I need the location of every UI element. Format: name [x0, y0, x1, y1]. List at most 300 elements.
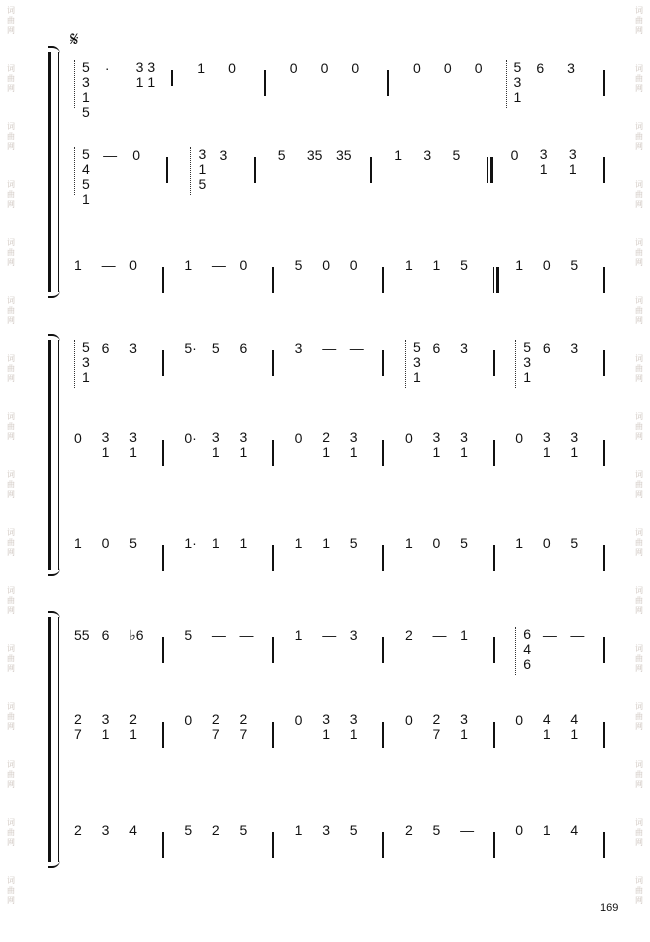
watermark-glyph: 网	[7, 142, 15, 151]
watermark-glyph: 曲	[7, 306, 15, 315]
note-text: 1	[211, 535, 220, 551]
chord-stack	[212, 430, 220, 460]
chord-stack	[570, 430, 578, 460]
note	[239, 340, 247, 356]
barline	[493, 440, 495, 466]
barline	[171, 70, 173, 86]
barline	[382, 440, 384, 466]
note-text: 5	[452, 147, 461, 163]
chord-stack	[433, 430, 441, 460]
barline	[272, 637, 274, 663]
watermark-glyph: 曲	[635, 886, 643, 895]
note-text: 3 1	[568, 146, 577, 177]
note-text: —	[322, 340, 337, 356]
barline	[272, 440, 274, 466]
note	[74, 822, 82, 838]
note	[460, 822, 474, 838]
watermark-glyph: 曲	[635, 248, 643, 257]
watermark-glyph: 曲	[7, 74, 15, 83]
note-text: 3	[570, 340, 579, 356]
note-text: 5	[570, 535, 579, 551]
note-text: 3 1	[349, 711, 358, 742]
note	[184, 822, 192, 838]
note-text: 4	[129, 822, 137, 838]
barline	[382, 637, 384, 663]
chord-stack	[322, 712, 330, 742]
note	[102, 257, 116, 273]
barline	[272, 722, 274, 748]
watermark-glyph: 网	[635, 780, 643, 789]
note	[184, 712, 192, 728]
note-text: 6 4 6	[523, 626, 532, 672]
note	[74, 535, 82, 551]
watermark-glyph: 曲	[635, 190, 643, 199]
watermark-glyph: 网	[7, 200, 15, 209]
note-text: 0·	[184, 430, 197, 446]
note	[322, 340, 336, 356]
watermark-glyph: 词	[635, 412, 643, 421]
note-text: 6	[239, 340, 248, 356]
watermark-glyph: 词	[7, 238, 15, 247]
watermark-glyph: 曲	[7, 422, 15, 431]
note-text: 0	[351, 60, 360, 76]
watermark-glyph: 词	[7, 354, 15, 363]
arpeggio-mark	[190, 147, 195, 195]
barline	[493, 545, 495, 571]
note	[405, 430, 413, 446]
note-text: 2	[404, 627, 413, 643]
note	[184, 257, 192, 273]
watermark-glyph: 网	[7, 606, 15, 615]
note-text: 0	[239, 257, 248, 273]
note	[444, 60, 452, 76]
note	[515, 712, 523, 728]
watermark-glyph: 网	[635, 490, 643, 499]
watermark-glyph: 词	[635, 296, 643, 305]
watermark-glyph: 曲	[635, 364, 643, 373]
note	[460, 627, 468, 643]
chord-stack	[74, 60, 90, 120]
note	[321, 60, 329, 76]
watermark-glyph: 词	[635, 644, 643, 653]
note-text: 6	[542, 340, 551, 356]
watermark-glyph: 网	[7, 316, 15, 325]
note-text: 0	[542, 535, 551, 551]
note-text: ♭6	[129, 627, 144, 643]
watermark-glyph: 曲	[7, 16, 15, 25]
watermark-glyph: 词	[635, 180, 643, 189]
note-text: 0	[413, 60, 421, 76]
note-text: 5 4 5 1	[82, 146, 90, 207]
note	[322, 257, 330, 273]
note	[239, 257, 247, 273]
note-text: 3	[294, 340, 303, 356]
watermark-glyph: 词	[7, 760, 15, 769]
note-text: 1	[404, 257, 413, 273]
note-text: 0	[129, 257, 137, 273]
note-text: 5 3 1	[412, 339, 421, 385]
note-text: 4 1	[542, 711, 551, 742]
note-text: 0	[294, 712, 303, 728]
chord-stack	[460, 712, 468, 742]
staff-row	[0, 822, 650, 882]
note	[322, 627, 336, 643]
note	[350, 822, 358, 838]
note	[212, 535, 220, 551]
note	[295, 340, 303, 356]
note-text: 2 7	[239, 711, 248, 742]
watermark-glyph: 曲	[635, 132, 643, 141]
barline	[603, 722, 605, 748]
watermark-glyph: 网	[635, 548, 643, 557]
note-text: 35	[336, 147, 352, 163]
chord-stack	[350, 430, 358, 460]
note-text: —	[349, 340, 364, 356]
note-text: 3 1	[211, 429, 220, 460]
watermark-glyph: 曲	[7, 132, 15, 141]
note-text: 0	[294, 430, 303, 446]
watermark-glyph: 网	[635, 896, 643, 905]
note	[543, 627, 557, 643]
note	[102, 822, 110, 838]
segno-sign: 𝄋	[70, 27, 79, 51]
note	[129, 340, 137, 356]
watermark-glyph: 曲	[7, 190, 15, 199]
note-text: 2	[404, 822, 413, 838]
arpeggio-mark	[74, 340, 79, 388]
note	[322, 822, 330, 838]
watermark-glyph: 曲	[7, 596, 15, 605]
watermark-glyph: 网	[7, 490, 15, 499]
watermark-glyph: 曲	[635, 538, 643, 547]
barline	[382, 722, 384, 748]
arpeggio-mark	[515, 340, 520, 388]
watermark-glyph: 曲	[7, 770, 15, 779]
watermark-glyph: 曲	[635, 828, 643, 837]
barline	[272, 545, 274, 571]
note	[129, 627, 143, 643]
note-text: 0	[404, 430, 413, 446]
note	[570, 822, 578, 838]
watermark-glyph: 曲	[635, 74, 643, 83]
note-text: ·	[104, 60, 110, 76]
note-text: —	[211, 627, 226, 643]
note	[423, 147, 431, 163]
watermark-glyph: 网	[7, 838, 15, 847]
chord-stack	[506, 60, 522, 108]
note	[295, 822, 303, 838]
note	[184, 340, 196, 356]
watermark-glyph: 网	[635, 432, 643, 441]
note-text: —	[432, 627, 447, 643]
barline	[493, 722, 495, 748]
watermark-glyph: 曲	[635, 596, 643, 605]
note-text: 0	[101, 535, 110, 551]
note	[543, 822, 551, 838]
chord-stack	[515, 627, 531, 675]
chord-stack	[74, 340, 90, 388]
watermark-glyph: 网	[7, 84, 15, 93]
watermark-glyph: 网	[7, 896, 15, 905]
barline	[162, 267, 164, 293]
note	[405, 822, 413, 838]
note	[511, 147, 519, 163]
watermark-glyph: 曲	[7, 480, 15, 489]
chord-stack	[239, 430, 247, 460]
note-text: —	[542, 627, 557, 643]
chord-stack	[570, 712, 578, 742]
note-text: 1	[542, 822, 551, 838]
note	[350, 535, 358, 551]
note	[452, 147, 460, 163]
watermark-glyph: 词	[635, 876, 643, 885]
staff-row	[0, 60, 650, 120]
note	[212, 340, 220, 356]
watermark-glyph: 网	[635, 142, 643, 151]
watermark-glyph: 词	[7, 180, 15, 189]
note	[184, 627, 192, 643]
barline	[162, 832, 164, 858]
barline	[264, 70, 266, 96]
barline	[272, 350, 274, 376]
arpeggio-mark	[405, 340, 410, 388]
barline	[162, 440, 164, 466]
barline	[603, 267, 605, 293]
repeat-barline	[487, 157, 493, 183]
note	[290, 60, 298, 76]
note-text: 0	[349, 257, 358, 273]
note	[102, 340, 110, 356]
watermark-glyph: 网	[635, 84, 643, 93]
note	[212, 822, 220, 838]
note-text: 5	[349, 822, 358, 838]
watermark-glyph: 词	[635, 64, 643, 73]
note	[433, 340, 441, 356]
note	[350, 627, 358, 643]
note-text: 3 3 1 1	[135, 59, 156, 90]
note	[239, 822, 247, 838]
note-text: 3 1	[432, 429, 441, 460]
watermark-glyph: 网	[7, 258, 15, 267]
note	[515, 535, 523, 551]
note-text: 5 3 1 5	[82, 59, 90, 120]
barline	[382, 545, 384, 571]
note-text: 0	[542, 257, 551, 273]
watermark-glyph: 词	[7, 702, 15, 711]
watermark-glyph: 网	[7, 432, 15, 441]
note-text: 1	[74, 535, 82, 551]
chord-stack	[74, 712, 82, 742]
note	[197, 60, 205, 76]
watermark-glyph: 网	[7, 548, 15, 557]
note	[295, 257, 303, 273]
barline	[493, 350, 495, 376]
note	[336, 147, 352, 163]
arpeggio-mark	[515, 627, 520, 675]
note	[129, 257, 137, 273]
note-text: 1	[394, 147, 403, 163]
note	[74, 430, 82, 446]
note	[74, 257, 82, 273]
note	[570, 535, 578, 551]
note-text: 55	[74, 627, 90, 643]
barline	[493, 637, 495, 663]
chord-stack	[460, 430, 468, 460]
note	[543, 257, 551, 273]
note-text: 0	[132, 147, 141, 163]
watermark-glyph: 网	[635, 374, 643, 383]
note-text: 5 3 1	[513, 59, 522, 105]
note-text: 3 1	[460, 711, 468, 742]
watermark-glyph: 网	[7, 26, 15, 35]
watermark-glyph: 词	[635, 528, 643, 537]
note-text: 0	[432, 535, 441, 551]
chord-stack	[102, 712, 110, 742]
note	[460, 257, 468, 273]
note	[433, 822, 441, 838]
note-text: 0	[510, 147, 519, 163]
watermark-glyph: 曲	[635, 770, 643, 779]
watermark-glyph: 词	[7, 64, 15, 73]
note-text: 3 1	[570, 429, 579, 460]
chord-stack	[350, 712, 358, 742]
note-text: 3 1 5	[198, 146, 207, 192]
watermark-glyph: 网	[635, 258, 643, 267]
barline	[603, 637, 605, 663]
chord-stack	[129, 430, 137, 460]
chord-stack	[433, 712, 441, 742]
note-text: —	[460, 822, 475, 838]
watermark-glyph: 词	[635, 354, 643, 363]
note	[295, 430, 303, 446]
note-text: 0	[443, 60, 452, 76]
note	[405, 257, 413, 273]
watermark-glyph: 词	[635, 586, 643, 595]
note-text: 3	[423, 147, 432, 163]
note	[405, 535, 413, 551]
watermark-glyph: 网	[635, 26, 643, 35]
note-text: —	[570, 627, 585, 643]
note-text: —	[239, 627, 254, 643]
note-text: 2 7	[74, 711, 82, 742]
note	[475, 60, 483, 76]
note-text: 4	[570, 822, 579, 838]
staff-row	[0, 257, 650, 317]
note-text: 0	[404, 712, 413, 728]
note-text: 5	[277, 147, 286, 163]
watermark-glyph: 词	[635, 238, 643, 247]
note-text: 0	[289, 60, 298, 76]
note-text: 1	[184, 257, 193, 273]
barline	[603, 350, 605, 376]
staff-row	[0, 627, 650, 687]
chord-stack	[136, 60, 155, 90]
barline	[382, 350, 384, 376]
note-text: 5 3 1	[523, 339, 532, 385]
watermark-glyph: 词	[7, 528, 15, 537]
note-text: 3	[567, 60, 575, 76]
note	[350, 257, 358, 273]
note-text: —	[101, 257, 116, 273]
watermark-glyph: 词	[7, 818, 15, 827]
watermark-glyph: 词	[635, 702, 643, 711]
barline	[166, 157, 168, 183]
note-text: 0	[228, 60, 236, 76]
note	[536, 60, 544, 76]
chord-stack	[540, 147, 548, 177]
note-text: 3	[322, 822, 330, 838]
note-text: 5 3 1	[82, 339, 90, 385]
watermark-glyph: 曲	[635, 654, 643, 663]
barline	[254, 157, 256, 183]
note-text: 3 1	[101, 429, 110, 460]
note-text: 2 1	[129, 711, 137, 742]
note-text: 5	[184, 822, 193, 838]
watermark-glyph: 网	[635, 200, 643, 209]
note-text: 6	[101, 627, 110, 643]
arpeggio-mark	[74, 60, 79, 108]
note-text: 3 1	[542, 429, 551, 460]
barline	[493, 832, 495, 858]
page-number: 169	[600, 902, 619, 914]
note-text: 5	[570, 257, 579, 273]
watermark-glyph: 曲	[7, 712, 15, 721]
chord-stack	[322, 430, 330, 460]
note-text: 5	[432, 822, 441, 838]
note-text: 3 1	[539, 146, 548, 177]
note-text: 1	[404, 535, 413, 551]
note	[394, 147, 402, 163]
note-text: 2	[74, 822, 82, 838]
note	[460, 340, 468, 356]
note	[239, 535, 247, 551]
chord-stack	[515, 340, 531, 388]
note-text: 1	[460, 627, 468, 643]
chord-stack	[543, 712, 551, 742]
note-text: 5·	[184, 340, 197, 356]
note-text: 1	[294, 627, 303, 643]
note-text: —	[103, 147, 118, 163]
note-text: 2	[211, 822, 220, 838]
note-text: 1·	[184, 535, 197, 551]
watermark-glyph: 网	[635, 606, 643, 615]
watermark-glyph: 词	[635, 470, 643, 479]
chord-stack	[239, 712, 247, 742]
note-text: 5	[349, 535, 358, 551]
watermark-glyph: 网	[635, 838, 643, 847]
barline	[162, 350, 164, 376]
note-text: 0	[474, 60, 483, 76]
watermark-glyph: 网	[7, 664, 15, 673]
note	[570, 627, 584, 643]
watermark-glyph: 词	[7, 470, 15, 479]
barline	[603, 832, 605, 858]
barline	[603, 70, 605, 96]
note-text: 1	[197, 60, 206, 76]
note-text: —	[322, 627, 337, 643]
chord-stack	[129, 712, 137, 742]
barline	[162, 637, 164, 663]
note	[129, 535, 137, 551]
staff-row	[0, 147, 650, 207]
watermark-glyph: 曲	[7, 538, 15, 547]
chord-stack	[569, 147, 577, 177]
note-text: 5	[211, 340, 220, 356]
note-text: 1	[74, 257, 82, 273]
watermark-glyph: 网	[7, 722, 15, 731]
watermark-glyph: 曲	[7, 248, 15, 257]
note	[543, 340, 551, 356]
